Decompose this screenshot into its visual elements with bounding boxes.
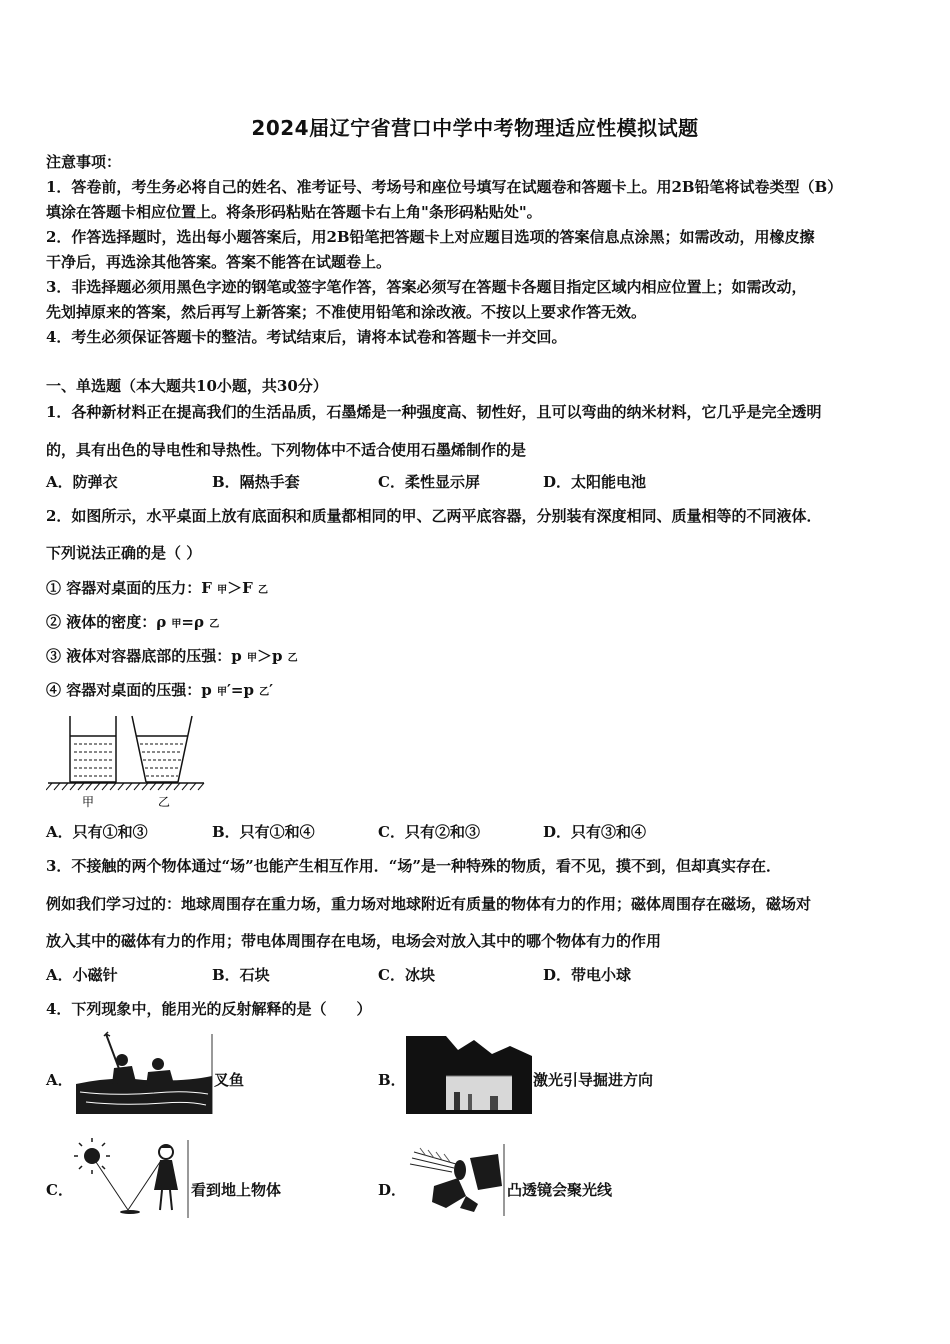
notice-heading: 注意事项： (46, 153, 122, 171)
laser-tunnel-image (406, 1036, 532, 1114)
convex-lens-image (406, 1142, 506, 1216)
notice-line-7: 4．考生必须保证答题卡的整洁。考试结束后，请将本试卷和答题卡一并交回。 (46, 328, 567, 346)
q1-option-a: A．防弹衣 (46, 473, 118, 491)
spear-fishing-image (74, 1030, 214, 1114)
q2-line-1: 2．如图所示，水平桌面上放有底面积和质量都相同的甲、乙两平底容器，分别装有深度相同、质量相等的不同液体． (46, 507, 822, 525)
q4-line-1: 4．下列现象中，能用光的反射解释的是（ ） (46, 1000, 372, 1018)
figure-label-jia: 甲 (82, 795, 95, 809)
notice-line-4: 干净后，再选涂其他答案。答案不能答在试题卷上。 (46, 253, 392, 271)
q4-option-c-text: 看到地上物体 (191, 1181, 282, 1199)
q2-option-a: A．只有①和③ (46, 823, 148, 841)
page-title: 2024届辽宁省营口中学中考物理适应性模拟试题 (251, 116, 699, 140)
q2-statement-3: ③ 液体对容器底部的压强：p 甲＞p 乙 (46, 647, 298, 665)
q2-statement-1: ① 容器对桌面的压力：F 甲＞F 乙 (46, 579, 268, 597)
notice-line-6: 先划掉原来的答案，然后再写上新答案；不准使用铅笔和涂改液。不按以上要求作答无效。 (46, 303, 647, 321)
q1-option-d: D．太阳能电池 (543, 473, 647, 491)
q2-statement-4: ④ 容器对桌面的压强：p 甲′=p 乙′ (46, 681, 274, 699)
notice-line-2: 填涂在答题卡相应位置上。将条形码粘贴在答题卡右上角"条形码粘贴处"。 (46, 203, 542, 221)
containers-figure (46, 714, 206, 810)
q1-line-2: 的，具有出色的导电性和导热性。下列物体中不适合使用石墨烯制作的是 (46, 441, 527, 459)
q3-line-3: 放入其中的磁体有力的作用；带电体周围存在电场，电场会对放入其中的哪个物体有力的作用 (46, 932, 662, 950)
q2-line-2: 下列说法正确的是（ ） (46, 544, 202, 562)
q4-option-c-label: C． (46, 1181, 73, 1199)
section-heading: 一、单选题（本大题共10小题，共30分） (46, 377, 328, 395)
q1-line-1: 1．各种新材料正在提高我们的生活品质，石墨烯是一种强度高、韧性好，且可以弯曲的纳米材料，它几乎是完全透明 (46, 403, 822, 421)
q3-option-a: A．小磁针 (46, 966, 118, 984)
container-jia (70, 716, 116, 782)
q4-option-a-text: 叉鱼 (214, 1071, 245, 1089)
q3-option-b: B．石块 (212, 966, 270, 984)
q4-option-d-text: 凸透镜会聚光线 (507, 1181, 613, 1199)
q3-line-2: 例如我们学习过的：地球周围存在重力场，重力场对地球附近有质量的物体有力的作用；磁体周围存在磁场，磁场对 (46, 895, 812, 913)
q4-option-b-text: 激光引导掘进方向 (533, 1071, 654, 1089)
q1-option-b: B．隔热手套 (212, 473, 300, 491)
q2-option-d: D．只有③和④ (543, 823, 647, 841)
notice-line-3: 2．作答选择题时，选出每小题答案后，用2B铅笔把答题卡上对应题目选项的答案信息点涂黑；如需改动，用橡皮擦 (46, 228, 815, 246)
q4-option-d-label: D． (378, 1181, 407, 1199)
q3-option-c: C．冰块 (378, 966, 435, 984)
q2-option-b: B．只有①和④ (212, 823, 315, 841)
q3-option-d: D．带电小球 (543, 966, 632, 984)
figure-label-yi: 乙 (158, 795, 171, 809)
girl-sun-image (74, 1138, 190, 1218)
q1-option-c: C．柔性显示屏 (378, 473, 480, 491)
tabletop-surface (46, 783, 204, 790)
q2-option-c: C．只有②和③ (378, 823, 480, 841)
container-yi (132, 716, 192, 782)
notice-line-5: 3．非选择题必须用黑色字迹的钢笔或签字笔作答，答案必须写在答题卡各题目指定区域内相应位置上；如需改动， (46, 278, 807, 296)
q4-option-b-label: B． (378, 1071, 406, 1089)
q4-option-a-label: A． (46, 1071, 73, 1089)
q3-line-1: 3．不接触的两个物体通过“场”也能产生相互作用．“场”是一种特殊的物质，看不见，摸不到，但却真实存在． (46, 857, 781, 875)
q2-statement-2: ② 液体的密度：ρ 甲=ρ 乙 (46, 613, 220, 631)
notice-line-1: 1．答卷前，考生务必将自己的姓名、准考证号、考场号和座位号填写在试题卷和答题卡上。用2B铅笔将试卷类型（B） (46, 178, 843, 196)
